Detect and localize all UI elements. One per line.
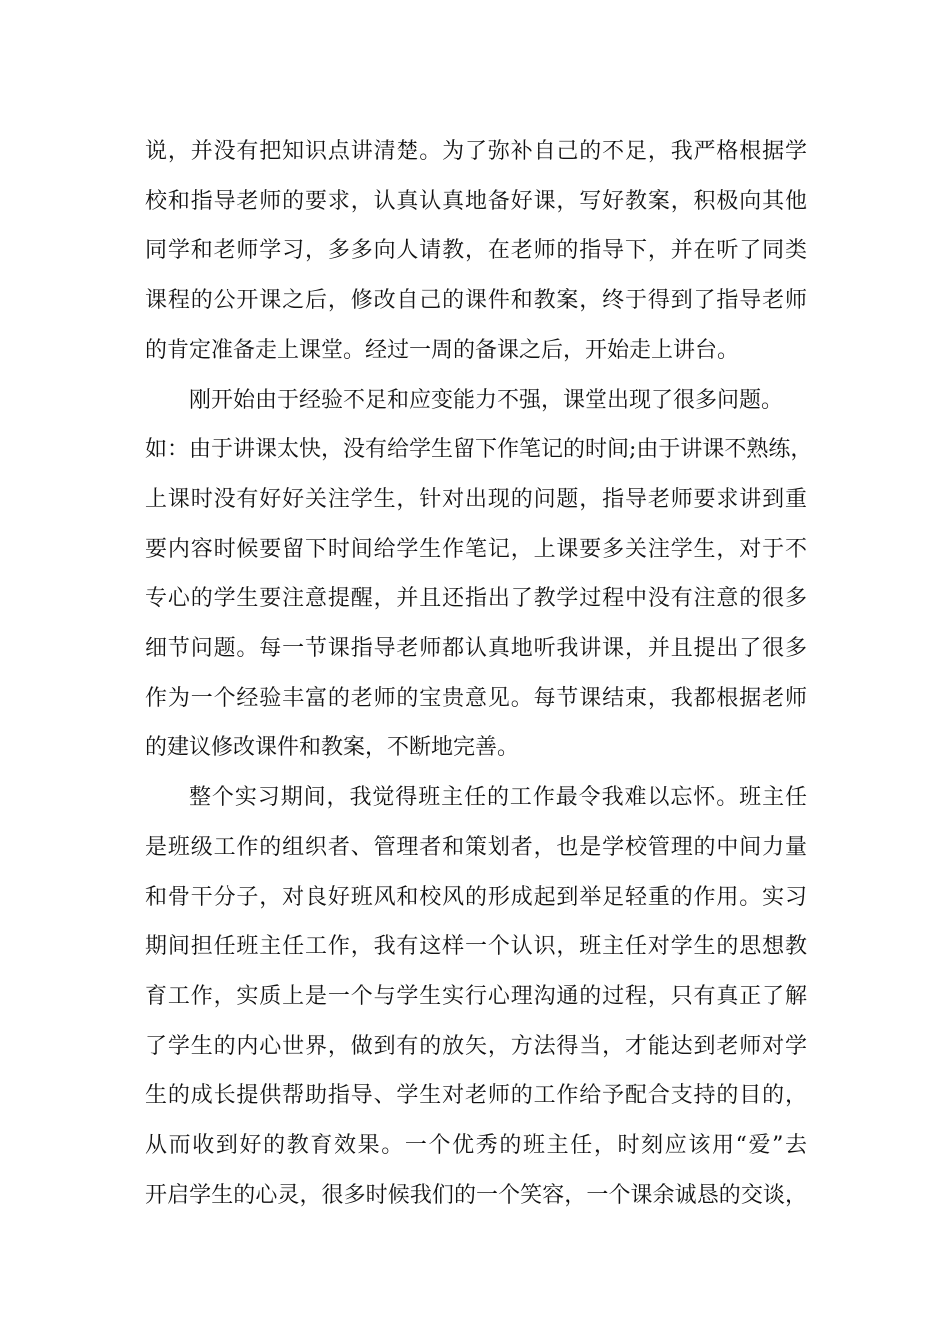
text-line: 细节问题。每一节课指导老师都认真地听我讲课，并且提出了很多 [145, 636, 807, 661]
text-line: 从而收到好的教育效果。一个优秀的班主任，时刻应该用“爱”去 [145, 1133, 807, 1158]
text-line: 课程的公开课之后，修改自己的课件和教案，终于得到了指导老师 [145, 288, 807, 314]
text-line: 的建议修改课件和教案，不断地完善。 [145, 735, 520, 761]
text-line: 要内容时候要留下时间给学生作笔记，上课要多关注学生，对于不 [145, 536, 807, 562]
text-line: 作为一个经验丰富的老师的宝贵意见。每节课结束，我都根据老师 [145, 685, 807, 711]
text-line: 开启学生的心灵，很多时候我们的一个笑容，一个课余诚恳的交谈， [145, 1182, 807, 1208]
text-line: 专心的学生要注意提醒，并且还指出了教学过程中没有注意的很多 [145, 586, 807, 612]
text-line: 校和指导老师的要求，认真认真地备好课，写好教案，积极向其他 [145, 188, 807, 214]
text-line: 生的成长提供帮助指导、学生对老师的工作给予配合支持的目的， [145, 1083, 807, 1109]
text-line: 期间担任班主任工作，我有这样一个认识，班主任对学生的思想教 [145, 934, 807, 960]
text-line: 的肯定准备走上课堂。经过一周的备课之后，开始走上讲台。 [145, 337, 740, 363]
text-line: 整个实习期间，我觉得班主任的工作最令我难以忘怀。班主任 [189, 785, 807, 811]
text-line: 如：由于讲课太快，没有给学生留下作笔记的时间;由于讲课不熟练， [145, 437, 813, 463]
text-line: 说，并没有把知识点讲清楚。为了弥补自己的不足，我严格根据学 [145, 139, 807, 164]
text-line: 刚开始由于经验不足和应变能力不强，课堂出现了很多问题。 [189, 387, 784, 413]
text-line: 同学和老师学习，多多向人请教，在老师的指导下，并在听了同类 [145, 238, 807, 264]
text-line: 了学生的内心世界，做到有的放矢，方法得当，才能达到老师对学 [145, 1033, 807, 1059]
text-line: 和骨干分子，对良好班风和校风的形成起到举足轻重的作用。实习 [145, 884, 807, 910]
text-line: 是班级工作的组织者、管理者和策划者，也是学校管理的中间力量 [145, 834, 807, 860]
text-line: 育工作，实质上是一个与学生实行心理沟通的过程，只有真正了解 [145, 983, 807, 1009]
text-line: 上课时没有好好关注学生，针对出现的问题，指导老师要求讲到重 [145, 486, 807, 512]
